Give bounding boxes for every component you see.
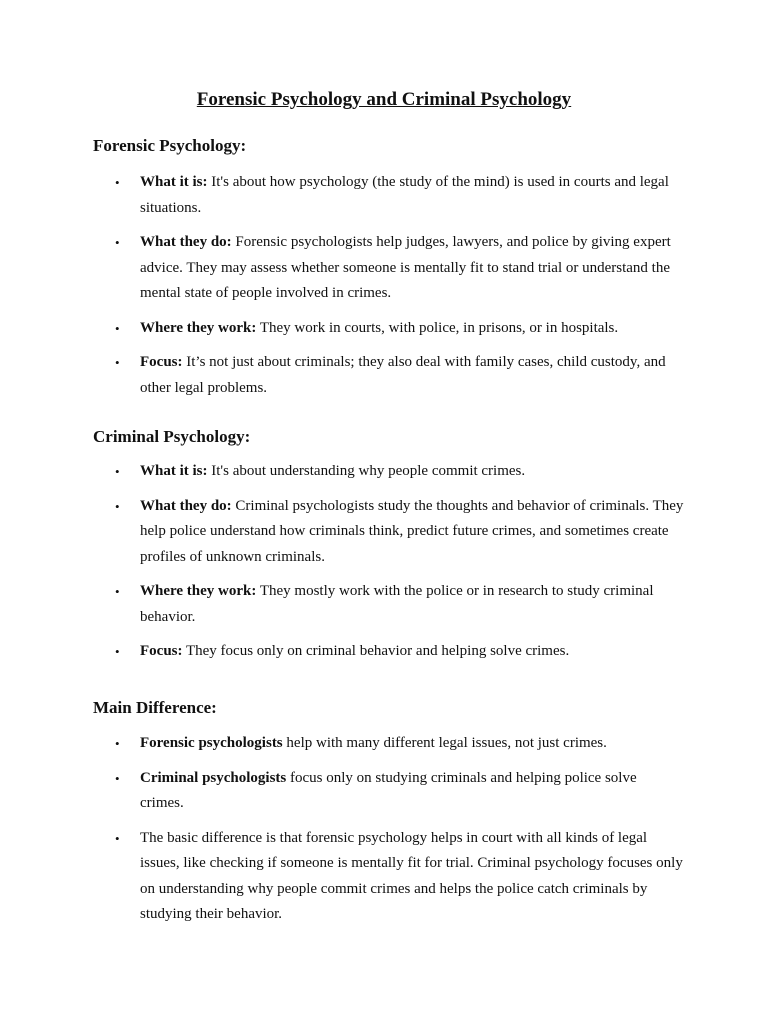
bullet-icon: • xyxy=(115,464,120,479)
list-item xyxy=(0,316,768,342)
bullet-icon: • xyxy=(115,175,120,190)
section-heading-criminal: Criminal Psychology: xyxy=(93,427,251,446)
list-item xyxy=(0,579,768,630)
bullet-term: Criminal psychologists xyxy=(140,769,287,786)
bullet-icon: • xyxy=(115,770,120,786)
criminal-bullet-list xyxy=(0,459,768,674)
document-title: Forensic Psychology and Criminal Psychology xyxy=(196,89,572,110)
difference-bullet-list xyxy=(0,731,768,937)
bullet-term: What it is: xyxy=(140,174,208,190)
bullet-text: It's about how psychology (the study of the mind) is used in courts and legal situations. xyxy=(140,174,669,216)
list-item xyxy=(0,731,768,757)
list-item xyxy=(0,230,768,307)
bullet-text: It’s not just about criminals; they also deal with family cases, child custody, and other legal problems. xyxy=(140,354,666,396)
list-item xyxy=(0,494,768,571)
bullet-term: Focus: xyxy=(140,354,183,370)
bullet-icon: • xyxy=(115,355,120,370)
bullet-text: focus only on studying criminals and helping police solve crimes. xyxy=(140,769,637,811)
bullet-text: Forensic psychologists help judges, lawyers, and police by giving expert advice. They may assess whether someone is mentally fit to stand trial or understand the mental state of people involved in crimes. xyxy=(140,234,671,301)
section-heading-forensic: Forensic Psychology: xyxy=(93,136,247,155)
bullet-text: help with many different legal issues, not just crimes. xyxy=(282,735,607,751)
bullet-icon: • xyxy=(115,644,120,659)
bullet-term: What they do: xyxy=(140,497,232,514)
bullet-term: Focus: xyxy=(140,643,183,659)
bullet-term: Where they work: xyxy=(140,583,257,599)
bullet-text: They focus only on criminal behavior and helping solve crimes. xyxy=(182,643,570,659)
bullet-icon: • xyxy=(115,736,120,751)
bullet-text: They work in courts, with police, in prisons, or in hospitals. xyxy=(256,319,619,336)
forensic-bullet-list xyxy=(0,170,768,410)
bullet-term: Forensic psychologists xyxy=(140,735,283,751)
bullet-icon: • xyxy=(115,498,120,514)
bullet-text: The basic difference is that forensic psychology helps in court with all kinds of legal issues, like checking if someone is mentally fit for trial. Criminal psychology focuses only on understanding why people commit crimes and helps the police catch criminals by studying their behavior. xyxy=(140,829,683,922)
bullet-term: Where they work: xyxy=(140,319,257,336)
list-item xyxy=(0,350,768,401)
bullet-text: It's about understanding why people commit crimes. xyxy=(207,463,526,479)
bullet-term: What they do: xyxy=(140,234,232,250)
bullet-term: What it is: xyxy=(140,463,208,479)
list-item xyxy=(0,826,768,928)
section-heading-main-difference: Main Difference: xyxy=(93,698,217,717)
bullet-text: They mostly work with the police or in research to study criminal behavior. xyxy=(140,583,654,625)
list-item xyxy=(0,766,768,817)
list-item xyxy=(0,170,768,221)
list-item xyxy=(0,639,768,665)
bullet-text: Criminal psychologists study the thoughts and behavior of criminals. They help police understand how criminals think, predict future crimes, and sometimes create profiles of unknown criminals. xyxy=(140,497,684,565)
bullet-icon: • xyxy=(115,235,120,250)
bullet-icon: • xyxy=(115,830,120,846)
bullet-icon: • xyxy=(115,320,120,336)
bullet-icon: • xyxy=(115,584,120,599)
list-item xyxy=(0,459,768,485)
